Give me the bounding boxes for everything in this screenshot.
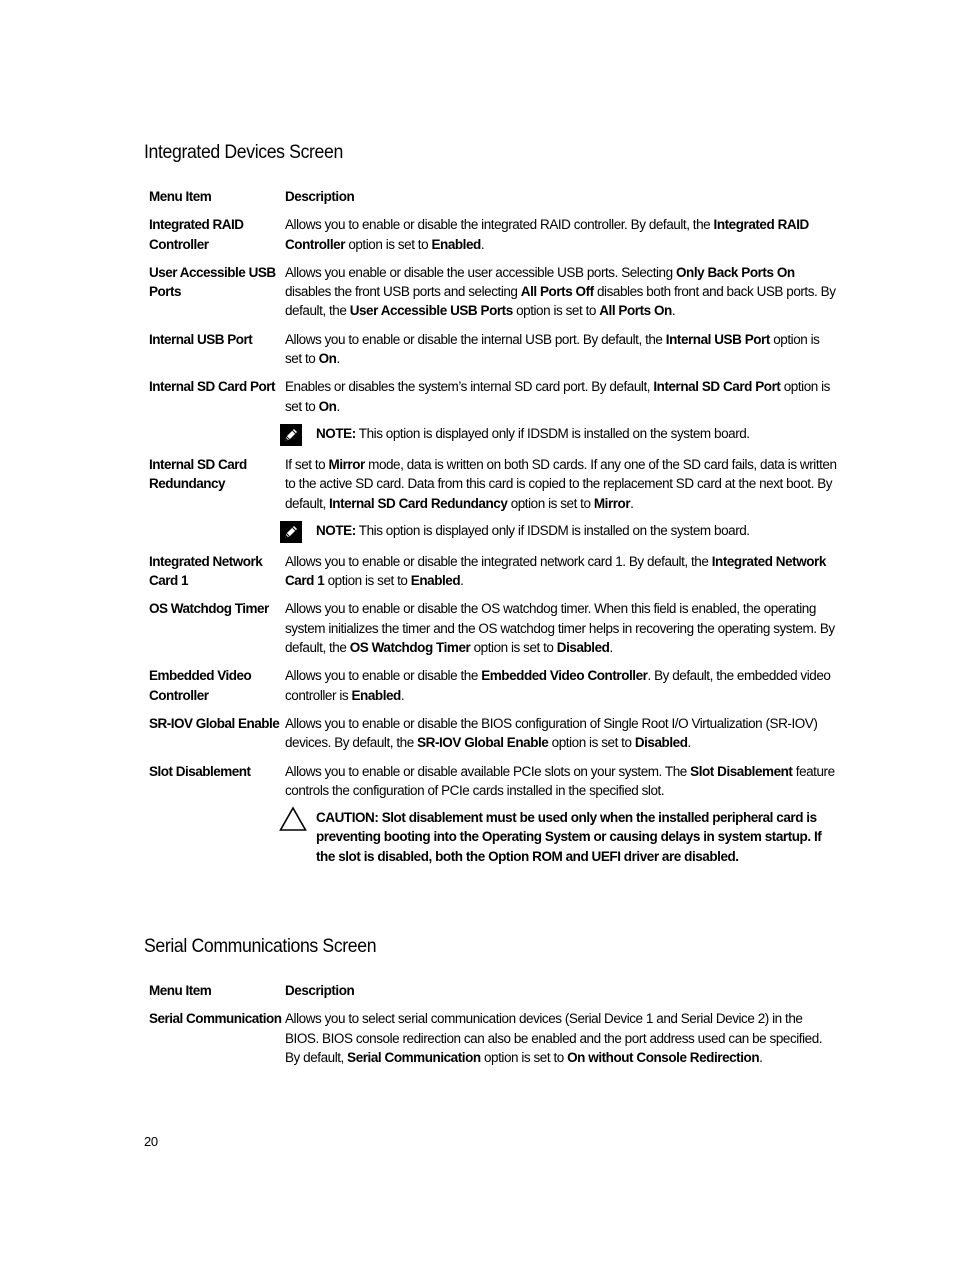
- description-text: [285, 762, 839, 801]
- option-value: Mirror: [328, 456, 365, 472]
- note-box: [285, 521, 839, 543]
- option-value: Enabled: [431, 236, 481, 252]
- caution-text: CAUTION: Slot disablement must be used only when the installed peripheral card is preventing booting into the Operating System or causing delays in system startup. If the slot is disabled, both the Option ROM and UEFI driver are disabled.: [316, 810, 822, 864]
- description-fragment: option is set to: [470, 640, 557, 656]
- option-value: All Ports Off: [520, 284, 594, 300]
- integrated-devices-table: [149, 187, 839, 875]
- table-row: [149, 455, 839, 543]
- menu-item-description: [285, 714, 839, 753]
- pencil-note-icon: [280, 521, 302, 543]
- description-fragment: .: [460, 573, 464, 589]
- option-value: Internal SD Card Port: [653, 379, 781, 395]
- description-fragment: Allows you to enable or disable the BIOS configuration of Single Root I/O Virtualization (SR-IOV) devices. By default, the: [285, 715, 818, 751]
- description-fragment: option is set to: [285, 379, 830, 414]
- table-header-row: [149, 981, 839, 1000]
- option-value: SR-IOV Global Enable: [417, 735, 549, 751]
- description-fragment: .: [336, 398, 340, 414]
- description-text: [285, 552, 839, 591]
- pencil-note-icon: [280, 424, 302, 446]
- menu-item-description: [285, 762, 839, 866]
- description-fragment: disables the front USB ports and selecting: [285, 284, 521, 300]
- note-body: This option is displayed only if IDSDM is installed on the system board.: [355, 522, 750, 538]
- serial-communications-table: [149, 981, 839, 1076]
- description-fragment: .: [671, 303, 676, 319]
- description-text: [285, 1009, 839, 1067]
- description-text: [285, 263, 839, 321]
- note-label: NOTE:: [316, 425, 356, 441]
- menu-item-name: Embedded Video Controller: [149, 668, 252, 703]
- description-fragment: .: [687, 735, 691, 751]
- description-fragment: Enables or disables the system’s internal SD card port. By default,: [285, 379, 654, 395]
- description-fragment: option is set to: [512, 303, 600, 319]
- serial-communications-section: [144, 936, 844, 1065]
- description-text: [285, 215, 839, 254]
- description-fragment: option is set to: [548, 735, 635, 751]
- menu-item-description: [285, 330, 839, 369]
- option-value: Integrated Network Card 1: [285, 553, 826, 589]
- option-value: Enabled: [410, 573, 461, 589]
- description-fragment: . By default, the embedded video controller is: [285, 668, 831, 703]
- table-row: [149, 599, 839, 657]
- description-fragment: .: [759, 1049, 763, 1065]
- description-fragment: option is set to: [324, 573, 411, 589]
- description-fragment: .: [400, 687, 405, 703]
- description-fragment: .: [336, 351, 340, 367]
- option-value: Internal SD Card Redundancy: [329, 495, 508, 511]
- option-value: User Accessible USB Ports: [349, 303, 513, 319]
- option-value: Slot Disablement: [690, 763, 793, 779]
- description-fragment: .: [630, 495, 634, 511]
- description-fragment: Allows you to enable or disable the: [285, 668, 482, 684]
- description-fragment: option is set to: [345, 236, 432, 252]
- menu-item-name: Slot Disablement: [149, 763, 251, 779]
- description-fragment: Allows you enable or disable the user accessible USB ports. Selecting: [285, 264, 676, 280]
- note-box: [285, 424, 839, 446]
- description-fragment: mode, data is written on both SD cards. If any one of the SD card fails, data is written to the active SD card. Data from this card is copied to the replacement SD card at the next boot. By default,: [285, 456, 837, 511]
- menu-item-name: Internal USB Port: [149, 331, 253, 347]
- table-header-row: [149, 187, 839, 206]
- option-value: Disabled: [556, 640, 610, 656]
- menu-item-name: Internal SD Card Port: [149, 379, 276, 395]
- description-fragment: option is set to: [507, 495, 594, 511]
- description-fragment: .: [609, 640, 613, 656]
- menu-item-description: [285, 377, 839, 446]
- option-value: Embedded Video Controller: [481, 668, 648, 684]
- menu-item-description: [285, 455, 839, 543]
- description-header: Description: [285, 983, 355, 998]
- description-text: [285, 455, 839, 513]
- menu-item-description: [285, 599, 839, 657]
- table-row: [149, 762, 839, 866]
- table-row: [149, 377, 839, 446]
- description-text: [285, 599, 839, 657]
- description-fragment: feature controls the configuration of PCIe cards installed in the specified slot.: [285, 763, 835, 798]
- description-fragment: Allows you to select serial communication devices (Serial Device 1 and Serial Device 2) in the BIOS. BIOS console redirection can also be enabled and the port address used can be specified. By default,: [285, 1011, 823, 1065]
- menu-item-name: User Accessible USB Ports: [149, 264, 276, 300]
- option-value: Enabled: [351, 687, 401, 703]
- menu-item-name: Serial Communication: [149, 1011, 282, 1027]
- page-number: 20: [144, 1134, 158, 1149]
- menu-item-name: OS Watchdog Timer: [149, 601, 269, 617]
- menu-item-description: [285, 552, 839, 591]
- table-row: [149, 552, 839, 591]
- note-text: [316, 521, 839, 540]
- table-row: [149, 263, 839, 321]
- option-value: On without Console Redirection: [567, 1049, 760, 1065]
- option-value: On: [318, 351, 337, 367]
- table-row: [149, 666, 839, 705]
- option-value: OS Watchdog Timer: [349, 640, 471, 656]
- description-fragment: Allows you to enable or disable the integrated RAID controller. By default, the: [285, 217, 714, 233]
- menu-item-header: Menu Item: [149, 983, 212, 998]
- option-value: Only Back Ports On: [675, 264, 795, 280]
- caution-box: [285, 808, 839, 866]
- menu-item-description: [285, 263, 839, 321]
- table-row: [149, 215, 839, 254]
- menu-item-name: Internal SD Card Redundancy: [149, 456, 247, 492]
- description-fragment: Allows you to enable or disable available PCIe slots on your system. The: [285, 763, 691, 779]
- menu-item-description: [285, 666, 839, 705]
- description-text: [285, 377, 839, 416]
- menu-item-name: SR-IOV Global Enable: [149, 715, 280, 731]
- option-value: On: [318, 398, 337, 414]
- note-text: [316, 424, 839, 443]
- section-title: Integrated Devices Screen: [144, 142, 343, 163]
- option-value: All Ports On: [599, 303, 672, 319]
- menu-item-header: Menu Item: [149, 189, 212, 204]
- description-fragment: disables both front and back USB ports. By default, the: [285, 284, 836, 319]
- description-text: [285, 714, 839, 753]
- table-row: [149, 330, 839, 369]
- option-value: Mirror: [593, 495, 631, 511]
- description-fragment: Allows you to enable or disable the internal USB port. By default, the: [285, 331, 666, 347]
- table-row: [149, 1009, 839, 1067]
- table-row: [149, 714, 839, 753]
- note-body: This option is displayed only if IDSDM is installed on the system board.: [355, 425, 750, 441]
- description-text: [285, 330, 839, 369]
- menu-item-description: [285, 1009, 839, 1067]
- option-value: Disabled: [634, 735, 688, 751]
- description-header: Description: [285, 189, 355, 204]
- note-label: NOTE:: [316, 522, 356, 538]
- description-fragment: option is set to: [285, 331, 820, 367]
- menu-item-description: [285, 215, 839, 254]
- description-fragment: If set to: [285, 456, 329, 472]
- integrated-devices-section: [144, 142, 844, 864]
- description-fragment: option is set to: [480, 1049, 568, 1065]
- option-value: Serial Communication: [347, 1049, 481, 1065]
- description-fragment: Allows you to enable or disable the integrated network card 1. By default, the: [285, 553, 712, 569]
- menu-item-name: Integrated RAID Controller: [149, 217, 244, 252]
- section-title: Serial Communications Screen: [144, 936, 377, 957]
- warning-triangle-icon: [279, 806, 307, 832]
- menu-item-name: Integrated Network Card 1: [149, 553, 263, 589]
- description-fragment: Allows you to enable or disable the OS watchdog timer. When this field is enabled, the operating system initializes the timer and the OS watchdog timer helps in recovering the operating system. By default, the: [285, 601, 835, 656]
- option-value: Integrated RAID Controller: [285, 217, 809, 252]
- description-fragment: .: [480, 236, 485, 252]
- option-value: Internal USB Port: [665, 331, 770, 347]
- description-text: [285, 666, 839, 705]
